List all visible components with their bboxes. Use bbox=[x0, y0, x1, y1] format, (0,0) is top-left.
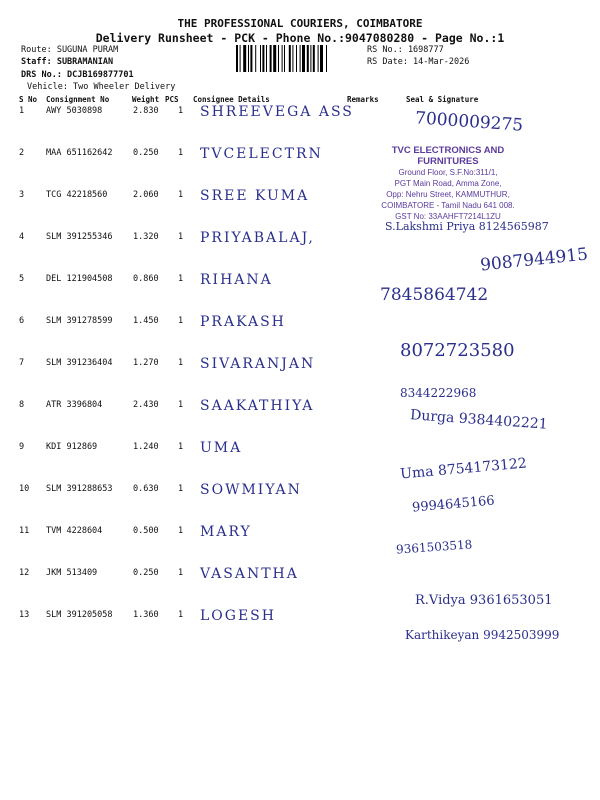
pcs-value: 1 bbox=[178, 358, 184, 368]
col-consignment: Consignment No bbox=[46, 95, 110, 104]
row-sno: 3 bbox=[19, 190, 25, 200]
weight-value: 1.360 bbox=[133, 610, 159, 620]
consignment-number: DEL 121904508 bbox=[46, 274, 113, 284]
consignee-name: PRIYABALAJ, bbox=[200, 230, 315, 246]
consignment-number: KDI 912869 bbox=[46, 442, 98, 452]
signature-10: 9994645166 bbox=[411, 493, 496, 516]
vehicle-label: Vehicle: Two Wheeler Delivery bbox=[27, 82, 176, 92]
signature-12: R.Vidya 9361653051 bbox=[415, 593, 553, 608]
col-remarks: Remarks bbox=[347, 95, 379, 104]
signature-11: 9361503518 bbox=[395, 537, 473, 557]
row-sno: 10 bbox=[19, 484, 30, 494]
consignee-name: VASANTHA bbox=[200, 566, 299, 582]
row-sno: 1 bbox=[19, 106, 25, 116]
consignee-name: SOWMIYAN bbox=[200, 482, 302, 498]
row-sno: 5 bbox=[19, 274, 25, 284]
weight-value: 0.630 bbox=[133, 484, 159, 494]
weight-value: 1.320 bbox=[133, 232, 159, 242]
stamp-line: COIMBATORE - Tamil Nadu 641 008. bbox=[381, 201, 515, 210]
pcs-value: 1 bbox=[178, 442, 184, 452]
pcs-value: 1 bbox=[178, 148, 184, 158]
consignment-number: TCG 42218560 bbox=[46, 190, 108, 200]
barcode-image bbox=[236, 45, 362, 72]
consignee-name: MARY bbox=[200, 524, 252, 540]
consignment-number: SLM 391236404 bbox=[46, 358, 113, 368]
weight-value: 0.500 bbox=[133, 526, 159, 536]
signature-6: 8072723580 bbox=[400, 340, 515, 361]
col-seal-signature: Seal & Signature bbox=[406, 95, 479, 104]
consignment-number: ATR 3396804 bbox=[46, 400, 103, 410]
col-sno: S No bbox=[19, 95, 38, 104]
signature-7: 8344222968 bbox=[400, 386, 477, 400]
pcs-value: 1 bbox=[178, 526, 184, 536]
rs-date: RS Date: 14-Mar-2026 bbox=[367, 57, 470, 67]
consignee-name: TVCELECTRN bbox=[200, 146, 323, 162]
pcs-value: 1 bbox=[178, 232, 184, 242]
pcs-value: 1 bbox=[178, 610, 184, 620]
pcs-value: 1 bbox=[178, 400, 184, 410]
pcs-value: 1 bbox=[178, 274, 184, 284]
staff-label: Staff: SUBRAMANIAN bbox=[21, 57, 114, 67]
row-sno: 12 bbox=[19, 568, 30, 578]
weight-value: 0.250 bbox=[133, 148, 159, 158]
weight-value: 2.830 bbox=[133, 106, 159, 116]
pcs-value: 1 bbox=[178, 484, 184, 494]
consignment-number: SLM 391278599 bbox=[46, 316, 113, 326]
weight-value: 1.450 bbox=[133, 316, 159, 326]
consignee-name: LOGESH bbox=[200, 608, 276, 624]
company-title: THE PROFESSIONAL COURIERS, COIMBATORE bbox=[177, 17, 423, 30]
weight-value: 1.270 bbox=[133, 358, 159, 368]
consignment-number: MAA 651162642 bbox=[46, 148, 113, 158]
consignment-number: JKM 513409 bbox=[46, 568, 98, 578]
consignment-number: SLM 391255346 bbox=[46, 232, 113, 242]
signature-4a: S.Lakshmi Priya 8124565987 bbox=[385, 220, 549, 233]
stamp-line: Ground Floor, S.F.No:311/1, bbox=[398, 168, 498, 177]
signature-13: Karthikeyan 9942503999 bbox=[405, 628, 560, 642]
row-sno: 8 bbox=[19, 400, 25, 410]
row-sno: 6 bbox=[19, 316, 25, 326]
col-pcs: PCS bbox=[165, 95, 179, 104]
consignment-number: SLM 391288653 bbox=[46, 484, 113, 494]
signature-8: Durga 9384402221 bbox=[409, 407, 549, 433]
pcs-value: 1 bbox=[178, 568, 184, 578]
rs-number: RS No.: 1698777 bbox=[367, 45, 444, 55]
col-weight: Weight bbox=[132, 95, 160, 104]
pcs-value: 1 bbox=[178, 106, 184, 116]
consignee-name: PRAKASH bbox=[200, 314, 286, 330]
col-consignee: Consignee Details bbox=[193, 95, 270, 104]
consignee-name: SAAKATHIYA bbox=[200, 398, 315, 414]
signature-1: 7000009275 bbox=[414, 108, 524, 136]
runsheet-subtitle: Delivery Runsheet - PCK - Phone No.:9047080280 - Page No.:1 bbox=[95, 31, 505, 45]
drs-number: DRS No.: DCJB169877701 bbox=[21, 70, 134, 80]
signature-4b: 9087944915 bbox=[479, 244, 589, 276]
stamp-line: GST No: 33AAHFT7214L1ZU bbox=[395, 212, 501, 221]
signature-9: Uma 8754173122 bbox=[399, 455, 528, 483]
row-sno: 7 bbox=[19, 358, 25, 368]
consignment-number: TVM 4228604 bbox=[46, 526, 103, 536]
stamp-line: PGT Main Road, Amma Zone, bbox=[394, 179, 502, 188]
consignment-number: SLM 391205058 bbox=[46, 610, 113, 620]
weight-value: 2.060 bbox=[133, 190, 159, 200]
pcs-value: 1 bbox=[178, 316, 184, 326]
weight-value: 0.860 bbox=[133, 274, 159, 284]
row-sno: 2 bbox=[19, 148, 25, 158]
row-sno: 4 bbox=[19, 232, 25, 242]
stamp-name: TVC ELECTRONICS AND FURNITURES bbox=[391, 145, 505, 167]
consignment-number: AWY 5030898 bbox=[46, 106, 103, 116]
row-sno: 13 bbox=[19, 610, 30, 620]
consignee-name: SIVARANJAN bbox=[200, 356, 316, 372]
row-sno: 11 bbox=[19, 526, 30, 536]
signature-5: 7845864742 bbox=[380, 285, 489, 305]
pcs-value: 1 bbox=[178, 190, 184, 200]
consignee-name: SREE KUMA bbox=[200, 188, 310, 204]
row-sno: 9 bbox=[19, 442, 25, 452]
weight-value: 1.240 bbox=[133, 442, 159, 452]
weight-value: 0.250 bbox=[133, 568, 159, 578]
route-label: Route: SUGUNA PURAM bbox=[21, 45, 119, 55]
weight-value: 2.430 bbox=[133, 400, 159, 410]
consignee-name: UMA bbox=[200, 440, 243, 456]
consignee-name: SHREEVEGA ASS bbox=[200, 104, 354, 120]
stamp-line: Opp: Nehru Street, KAMMUTHUR, bbox=[386, 190, 510, 199]
company-stamp bbox=[368, 145, 528, 222]
consignee-name: RIHANA bbox=[200, 272, 273, 288]
